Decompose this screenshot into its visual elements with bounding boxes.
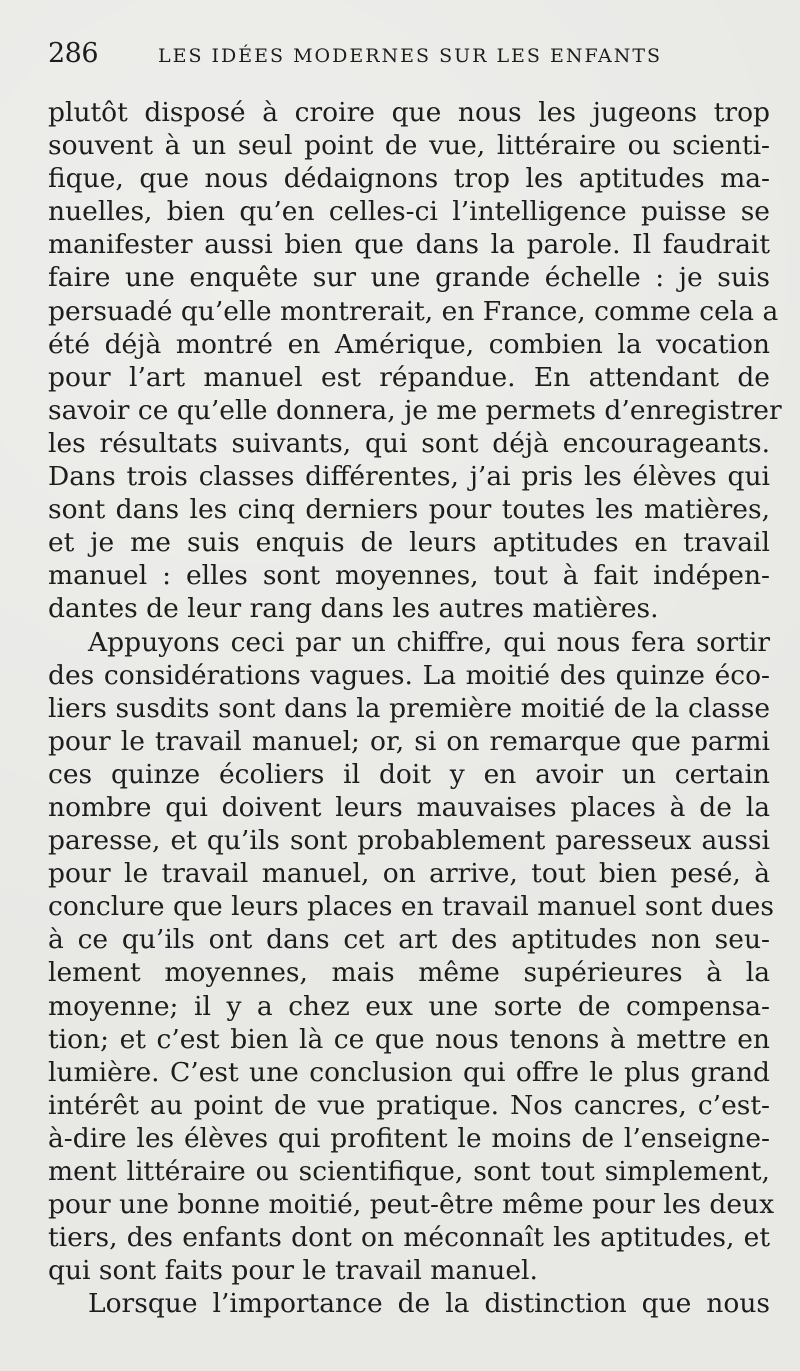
text-line: Lorsque l’importance de la distinction que nous	[88, 1288, 770, 1320]
text-line: liers susdits sont dans la première moitié de la classe	[48, 692, 770, 724]
text-line: fique, que nous dédaignons trop les aptitudes ma-	[48, 163, 770, 195]
paragraph	[48, 626, 775, 1288]
paragraph	[48, 1287, 770, 1320]
text-line: qui sont faits pour le travail manuel.	[48, 1255, 538, 1287]
running-head	[48, 38, 770, 96]
text-line: et je me suis enquis de leurs aptitudes en travail	[48, 527, 770, 559]
text-line: paresse, et qu’ils sont probablement paresseux aussi	[48, 825, 770, 857]
text-line: pour une bonne moitié, peut-être même pour les deux	[48, 1189, 775, 1221]
text-line: pour le travail manuel, on arrive, tout bien pesé, à	[48, 858, 770, 890]
text-line: été déjà montré en Amérique, combien la vocation	[48, 328, 770, 360]
text-line: lumière. C’est une conclusion qui offre le plus grand	[48, 1056, 770, 1088]
text-line: ces quinze écoliers il doit y en avoir un certain	[48, 758, 770, 790]
page-number: 286	[48, 38, 99, 69]
paragraph	[48, 96, 782, 626]
text-line: intérêt au point de vue pratique. Nos cancres, c’est-	[48, 1089, 770, 1121]
text-line: plutôt disposé à croire que nous les jugeons trop	[48, 97, 770, 128]
text-line: Appuyons ceci par un chiffre, qui nous fera sortir	[88, 626, 770, 658]
text-line: conclure que leurs places en travail manuel sont dues	[48, 891, 774, 923]
text-line: dantes de leur rang dans les autres matières.	[48, 593, 659, 625]
text-line: Dans trois classes différentes, j’ai pris les élèves qui	[48, 461, 770, 493]
text-line: souvent à un seul point de vue, littéraire ou scienti-	[48, 130, 770, 162]
text-line: des considérations vagues. La moitié des quinze éco-	[48, 659, 770, 691]
text-line: ment littéraire ou scientifique, sont tout simplement,	[48, 1156, 770, 1187]
text-line: savoir ce qu’elle donnera, je me permets d’enregistrer	[48, 394, 782, 426]
text-line: pour le travail manuel; or, si on remarque que parmi	[48, 725, 770, 757]
text-line: nombre qui doivent leurs mauvaises places à de la	[48, 791, 770, 823]
text-line: manifester aussi bien que dans la parole. Il faudrait	[48, 229, 770, 261]
text-line: moyenne; il y a chez eux une sorte de compensa-	[48, 990, 770, 1022]
text-line: nuelles, bien qu’en celles-ci l’intelligence puisse se	[48, 196, 770, 228]
text-line: à ce qu’ils ont dans cet art des aptitudes non seu-	[48, 924, 770, 956]
text-line: faire une enquête sur une grande échelle : je suis	[48, 262, 770, 294]
text-line: les résultats suivants, qui sont déjà encourageants.	[48, 427, 770, 459]
body-text	[48, 96, 782, 1320]
text-line: sont dans les cinq derniers pour toutes les matières,	[48, 494, 770, 526]
text-line: manuel : elles sont moyennes, tout à fait indépen-	[48, 560, 770, 592]
text-line: à-dire les élèves qui profitent le moins de l’enseigne-	[48, 1122, 770, 1154]
text-line: lement moyennes, mais même supérieures à la	[48, 957, 770, 989]
text-line: tion; et c’est bien là ce que nous tenons à mettre en	[48, 1023, 770, 1055]
text-line: persuadé qu’elle montrerait, en France, comme cela a	[48, 295, 779, 327]
text-line: tiers, des enfants dont on méconnaît les aptitudes, et	[48, 1222, 770, 1254]
text-line: pour l’art manuel est répandue. En attendant de	[48, 361, 770, 393]
running-title: LES IDÉES MODERNES SUR LES ENFANTS	[158, 45, 663, 67]
